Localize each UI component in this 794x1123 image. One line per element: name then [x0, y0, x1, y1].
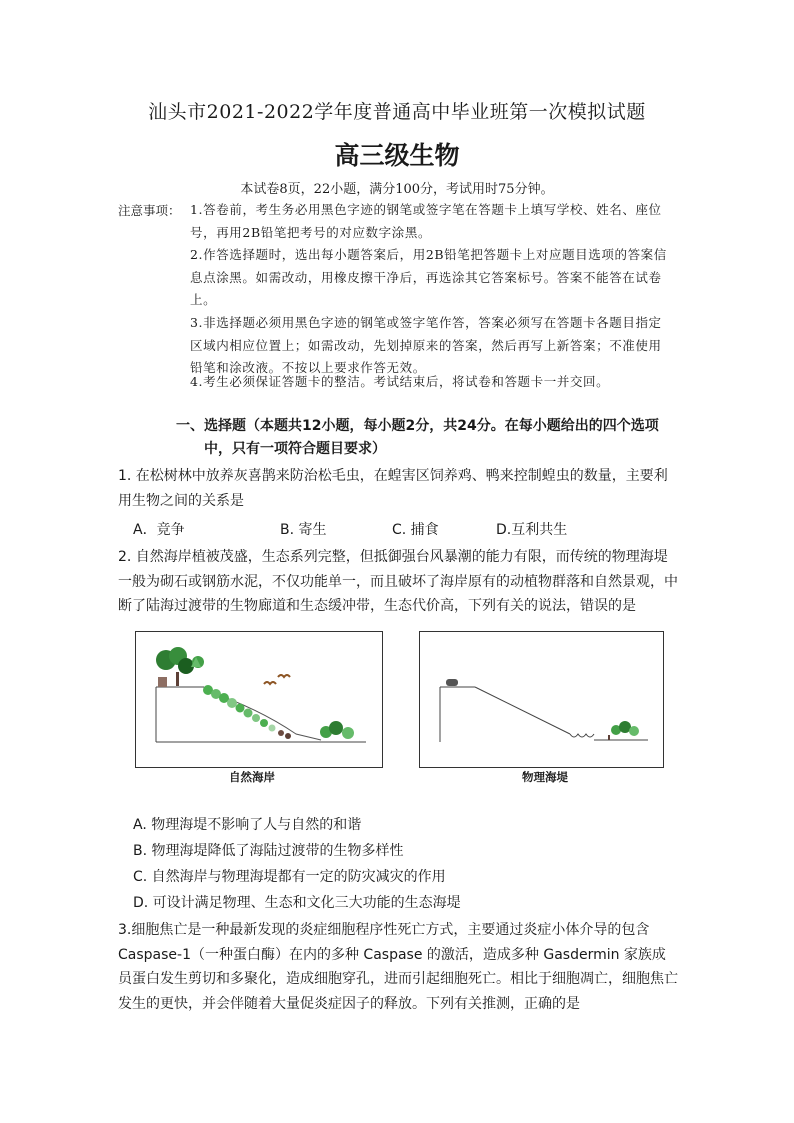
exam-title: 汕头市2021-2022学年度普通高中毕业班第一次模拟试题 [148, 101, 646, 123]
option-c: C. 自然海岸与物理海堤都有一定的防灾减灾的作用 [133, 869, 446, 885]
natural-coast-illustration [136, 632, 382, 767]
note-text: 作答选择题时，选出每小题答案后，用2B铅笔把答题卡上对应题目选项的答案信息点涂黑。如需改动，用橡皮擦干净后，再选涂其它答案标号。答案不能答在试卷上。 [190, 247, 667, 308]
option-a: A. 物理海堤不影响了人与自然的和谐 [133, 817, 362, 833]
notes-label: 注意事项： [118, 203, 181, 218]
note-number: 4. [190, 374, 204, 389]
note-item [190, 371, 670, 394]
section-heading-line: 中，只有一项符合题目要求） [204, 441, 386, 457]
note-text: 考生必须保证答题卡的整洁。考试结束后，将试卷和答题卡一并交回。 [203, 374, 610, 389]
physical-seawall-figure [419, 631, 664, 768]
section-heading-line: 一、选择题（本题共12小题，每小题2分，共24分。在每小题给出的四个选项 [176, 418, 659, 434]
note-number: 3. [190, 315, 204, 330]
note-text: 非选择题必须用黑色字迹的钢笔或签字笔作答，答案必须写在答题卡各题目指定区域内相应位置上；如需改动，先划掉原来的答案，然后再写上新答案；不准使用铅笔和涂改液。不按以上要求作答无效。 [190, 315, 662, 376]
option-b: B. 寄生 [280, 522, 327, 538]
option-a: A．竞争 [133, 522, 185, 538]
figure-caption-physical-seawall: 物理海堤 [522, 770, 568, 784]
section-heading [176, 415, 676, 461]
exam-info: 本试卷8页，22小题，满分100分，考试用时75分钟。 [240, 182, 554, 197]
physical-seawall-illustration [420, 632, 663, 767]
option-b: B. 物理海堤降低了海陆过渡带的生物多样性 [133, 843, 404, 859]
option-d: D.互利共生 [496, 522, 568, 538]
note-text: 答卷前，考生务必用黑色字迹的钢笔或签字笔在答题卡上填写学校、姓名、座位号，再用2B铅笔把考号的对应数字涂黑。 [190, 202, 662, 240]
question-3-stem: 3.细胞焦亡是一种最新发现的炎症细胞程序性死亡方式，主要通过炎症小体介导的包含Caspase-1（一种蛋白酶）在内的多种 Caspase 的激活，造成多种 Gasdermin 家族成员蛋白发生剪切和多聚化，造成细胞穿孔，进而引起细胞死亡。相比于细胞凋亡，细胞焦亡发生的更快，并会伴随着大量促炎症因子的释放。下列有关推测，正确的是 [118, 922, 678, 1012]
question-1-options [133, 519, 673, 541]
natural-coast-figure [135, 631, 383, 768]
note-item [190, 312, 670, 380]
figure-caption-natural-coast: 自然海岸 [229, 770, 275, 784]
option-d: D. 可设计满足物理、生态和文化三大功能的生态海堤 [133, 895, 461, 911]
note-item [190, 244, 670, 312]
subject-title: 高三级生物 [334, 141, 460, 170]
option-c: C. 捕食 [392, 522, 439, 538]
question-1-stem: 1. 在松树林中放养灰喜鹊来防治松毛虫，在蝗害区饲养鸡、鸭来控制蝗虫的数量，主要利用生物之间的关系是 [118, 468, 668, 509]
note-number: 2. [190, 247, 204, 262]
question-2-stem: 2. 自然海岸植被茂盛，生态系列完整，但抵御强台风暴潮的能力有限，而传统的物理海堤一般为砌石或钢筋水泥，不仅功能单一，而且破坏了海岸原有的动植物群落和自然景观，中断了陆海过渡带的生物廊道和生态缓冲带，生态代价高，下列有关的说法，错误的是 [118, 549, 678, 614]
note-number: 1. [190, 202, 204, 217]
note-item [190, 199, 670, 244]
